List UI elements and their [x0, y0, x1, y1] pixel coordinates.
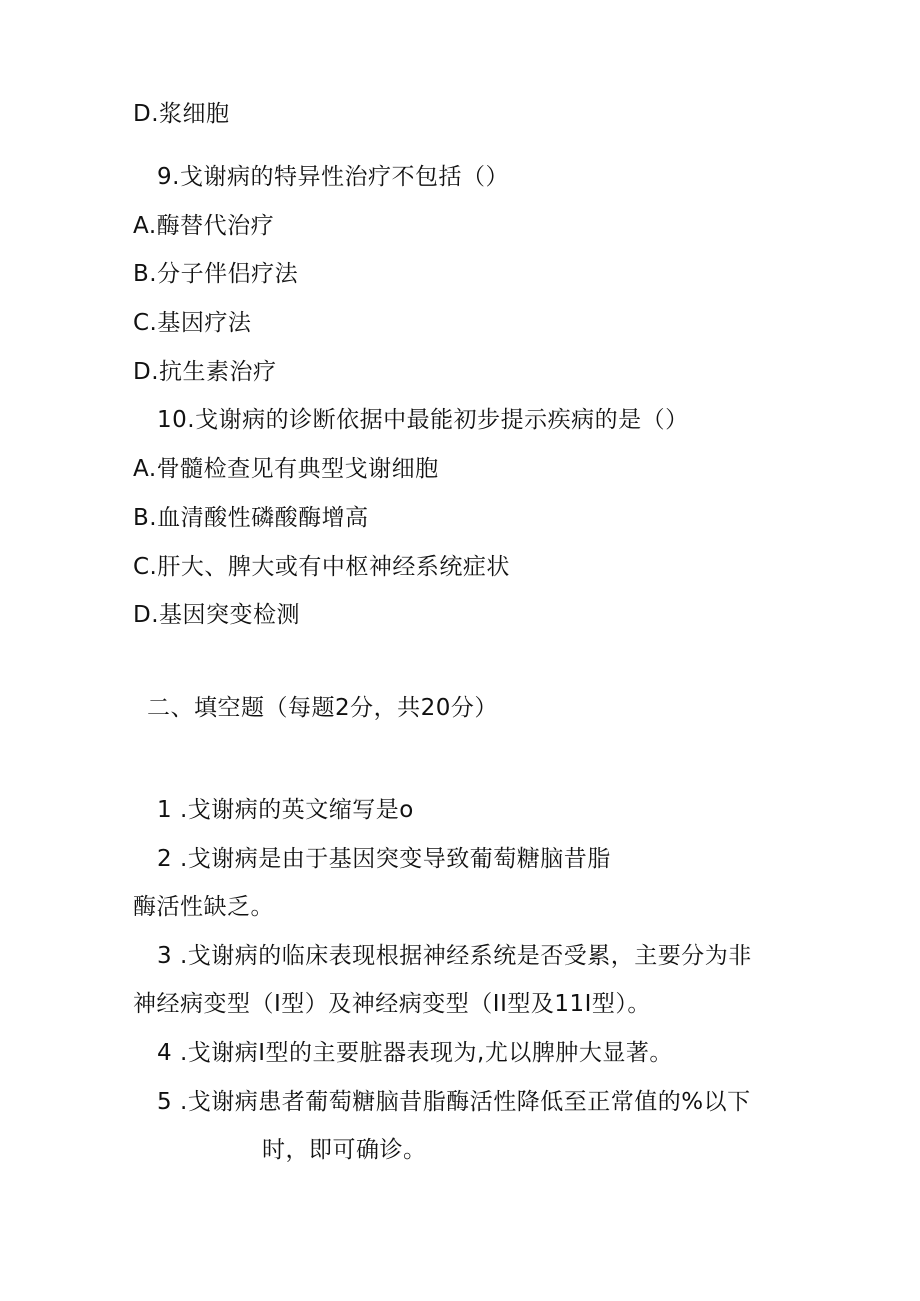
- question-10-stem: 10.戈谢病的诊断依据中最能初步提示疾病的是（）: [157, 407, 689, 433]
- fill-blank-5-continuation: 时，即可确诊。: [262, 1137, 427, 1163]
- fill-blank-2: 2 .戈谢病是由于基因突变导致葡萄糖脑昔脂: [157, 846, 611, 872]
- question-9-option-c: C.基因疗法: [133, 310, 252, 336]
- question-9-option-d: D.抗生素治疗: [133, 359, 277, 385]
- question-9-stem: 9.戈谢病的特异性治疗不包括（）: [157, 164, 509, 190]
- fill-blank-3-continuation: 神经病变型（I型）及神经病变型（II型及11I型）。: [133, 991, 651, 1017]
- fill-blank-2-continuation: 酶活性缺乏。: [133, 894, 274, 920]
- fill-blank-3: 3 .戈谢病的临床表现根据神经系统是否受累，主要分为非: [157, 943, 752, 969]
- fill-blank-5: 5 .戈谢病患者葡萄糖脑昔脂酶活性降低至正常值的%以下: [157, 1089, 751, 1115]
- question-8-option-d: D.浆细胞: [133, 101, 230, 127]
- question-10-option-d: D.基因突变检测: [133, 602, 301, 628]
- question-9-option-a: A.酶替代治疗: [133, 213, 275, 239]
- fill-blank-1: 1 .戈谢病的英文缩写是o: [157, 797, 414, 823]
- question-10-option-c: C.肝大、脾大或有中枢神经系统症状: [133, 554, 510, 580]
- question-10-option-b: B.血清酸性磷酸酶增高: [133, 505, 369, 531]
- question-9-option-b: B.分子伴侣疗法: [133, 261, 299, 287]
- question-10-option-a: A.骨髓检查见有典型戈谢细胞: [133, 456, 439, 482]
- section-2-title: 二、填空题（每题2分，共20分）: [147, 695, 498, 721]
- fill-blank-4: 4 .戈谢病I型的主要脏器表现为,尤以脾肿大显著。: [157, 1040, 673, 1066]
